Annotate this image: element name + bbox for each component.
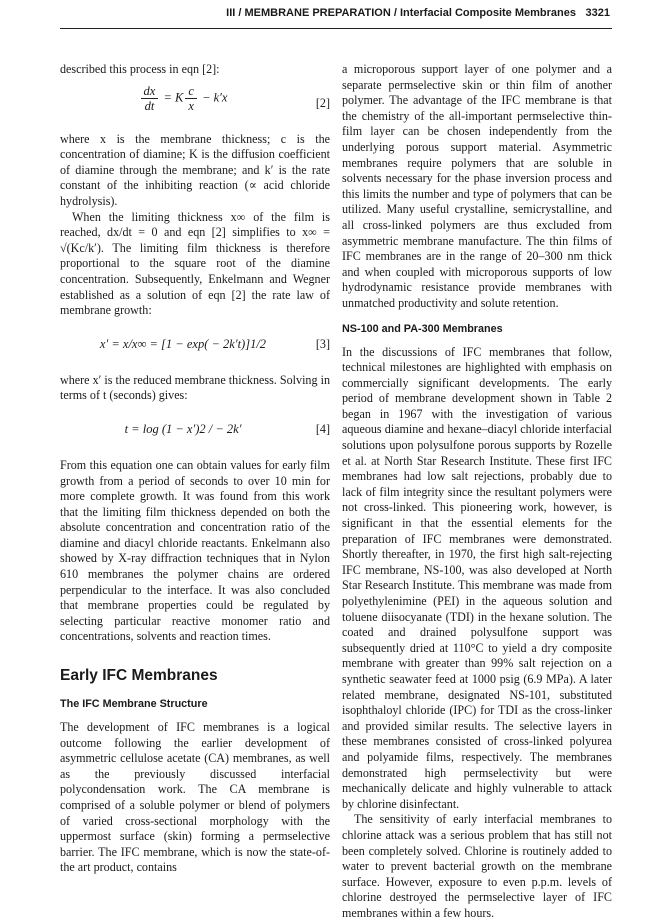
paragraph: a microporous support layer of one polymer and a separate permselective skin or thin film of another polymer. The advantage of the IFC membrane is that the chemistry of the all-important permselective thin-film layer can be chosen independently from the underlying porous support material. Asymmetric membranes require polymers that are soluble in solvents necessary for the phase inversion process and this limits the number and type of polymers that can be utilized. Many useful crystalline, semicrystalline, and all cross-linked polymers are thus excluded from asymmetric membrane manufacture. The thin films of IFC membranes are in the range of 20–300 nm thick and when coupled with microporous supports of low hydrodynamic resistance provide membranes with unmatched productivity and solute retention. bbox=[342, 62, 612, 310]
paragraph: The development of IFC membranes is a logical outcome following the earlier development of asymmetric cellulose acetate (CA) membranes, as well as the previously discussed interfacial polycondensation work. The CA membrane is comprised of a soluble polymer or blend of polymers of varied cross-sectional morphology with the uppermost surface (skin) forming a permselective barrier. The IFC membrane, which is now the state-of-the art product, contains bbox=[60, 720, 330, 875]
paragraph: where x′ is the reduced membrane thickness. Solving in terms of t (seconds) gives: bbox=[60, 372, 330, 403]
equation-4-body: t = log (1 − x′)2 / − 2k′ bbox=[124, 421, 242, 436]
left-column bbox=[60, 62, 330, 876]
paragraph: From this equation one can obtain values for early film growth from a period of seconds to over 10 min for more complete growth. It was found from this work that the limiting film thickness depended on both the absolute concentration and concentration ratio of the diamine and diacyl chloride reactants. Enkelmann also showed by X-ray diffraction techniques that in Nylon 610 membranes the polymer chains are ordered perpendicular to the interface. It was also concluded that membrane properties could be regulated by selecting particular reactive monomer ratio and concentrations, solvents and reaction times. bbox=[60, 457, 330, 644]
equation-number: [4] bbox=[315, 421, 330, 436]
equation-number: [2] bbox=[315, 95, 330, 110]
paragraph: In the discussions of IFC membranes that follow, technical milestones are highlighted with emphasis on commercially significant developments. The early period of membrane development shown in Table 2 began in 1967 with the investigation of various aqueous diamine and hexane–diacyl chloride interfacial solutions upon polysulfone porous supports by Rozelle et al. at North Star Research Institute. These first IFC membranes had low salt rejections, probably due to lack of film integrity since the resultant polymers were not cross-linked. This pioneering work, however, is significant in that the essential elements for the preparation of IFC membranes were demonstrated. Shortly thereafter, in 1970, the first high salt-rejecting IFC membrane, NS-100, was also developed at North Star Research Institute. This membrane was made from polyethylenimine (PEI) in the aqueous solution and toluene diisocyanate (TDI) in the hexane solution. The coated and drained polysulfone support was subsequently dried at 110°C to yield a dry composite membrane with greater than 99% salt rejection on a synthetic seawater feed at 1000 psig (6.9 MPa). A later related membrane, designated NS-101, substituted isophthaloyl chloride (IPC) for TDI as the cross-linker and provided similar results. The selective layers in these membranes consisted of cross-linked polyurea and polyamide films, respectively. The membranes demonstrated high permselectivity but were mechanically delicate and highly vulnerable to attack by chlorine disinfectant. bbox=[342, 344, 612, 811]
subsection-heading: NS-100 and PA-300 Membranes bbox=[342, 322, 503, 335]
paragraph: The sensitivity of early interfacial membranes to chlorine attack was a serious problem that has still not been completely solved. Chlorine is routinely added to water to prevent bacterial growth on the membrane surface. However, exposure to even p.p.m. levels of chlorine destroyed the permselective layer of IFC membranes within a few hours. bbox=[342, 812, 612, 920]
equation-3 bbox=[60, 325, 330, 365]
section-heading: Early IFC Membranes bbox=[60, 667, 218, 685]
equation-2 bbox=[60, 84, 330, 124]
header-rule bbox=[60, 28, 612, 29]
paragraph: When the limiting thickness x∞ of the film is reached, dx/dt = 0 and eqn [2] simplifies to x∞ = √(Kc/k′). The limiting film thickness is therefore proportional to the square root of the diamine concentration. Subsequently, Enkelmann and Wegner established as a solution of eqn [2] the rate law of membrane growth: bbox=[60, 209, 330, 318]
paragraph: where x is the membrane thickness; c is the concentration of diamine; K is the diffusion coefficient of diamine through the membrane; and k′ is the rate constant of the inhibiting reaction (∝ acid chloride hydrolysis). bbox=[60, 131, 330, 208]
page-header bbox=[0, 0, 668, 34]
subsection-heading: The IFC Membrane Structure bbox=[60, 698, 208, 711]
equation-number: [3] bbox=[315, 336, 330, 351]
equation-4 bbox=[60, 410, 330, 450]
page-number: 3321 bbox=[585, 7, 610, 19]
right-column bbox=[342, 62, 612, 921]
equation-3-body: x′ = x/x∞ = [1 − exp( − 2k′t)]1/2 bbox=[99, 336, 267, 351]
paragraph: described this process in eqn [2]: bbox=[60, 62, 220, 76]
equation-2-render: $\frac{dx}{dt}$ = K $\frac{c}{x}$ − k′x bbox=[60, 84, 306, 113]
running-head: III / MEMBRANE PREPARATION / Interfacial Composite Membranes bbox=[226, 7, 576, 19]
